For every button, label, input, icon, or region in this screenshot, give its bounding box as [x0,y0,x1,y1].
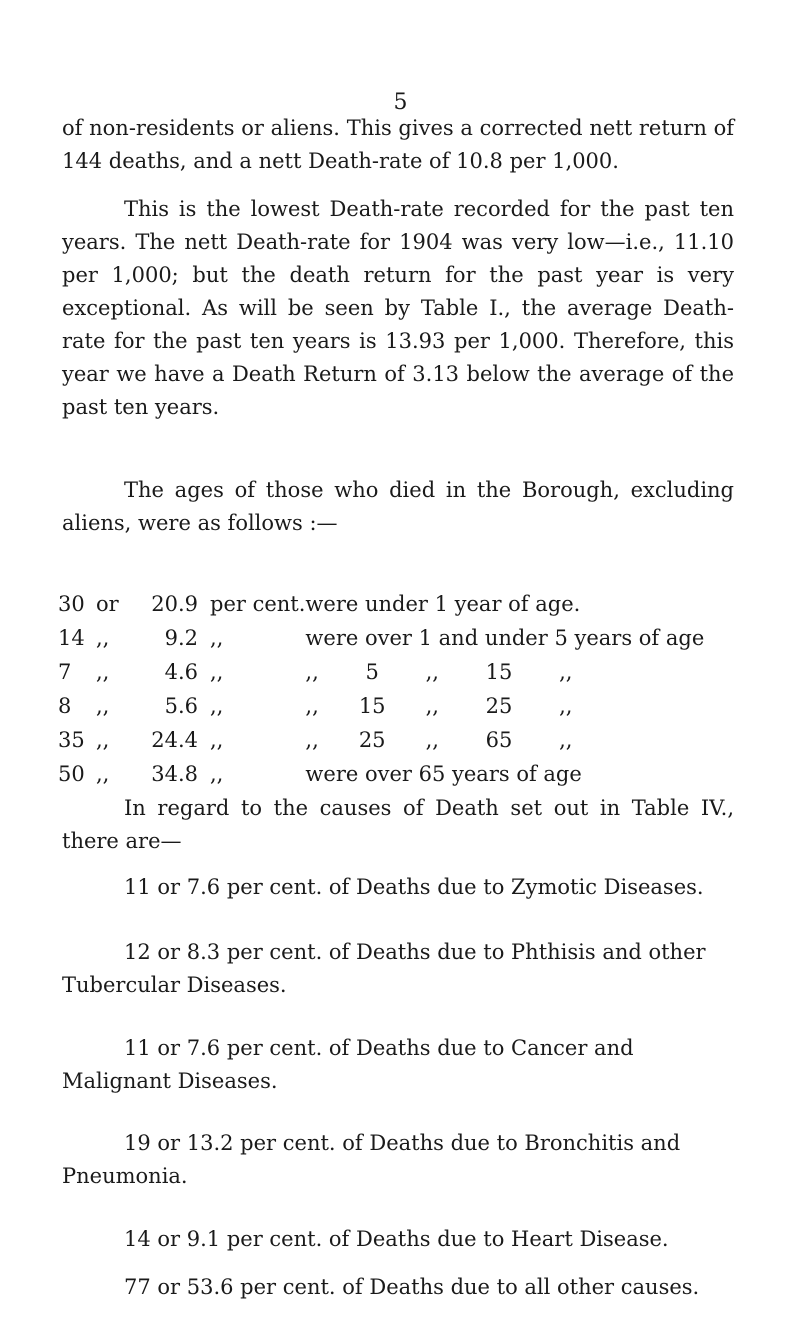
age-or: ,, [96,728,110,752]
age-or: ,, [96,694,110,718]
paragraph-ages-intro: The ages of those who died in the Borough, excluding aliens, were as follows :— [62,478,734,535]
age-unit: per cent. [210,592,306,616]
age-unit: ,, [210,762,224,786]
age-table-row [58,587,704,621]
age-count: 14 [58,626,85,650]
age-unit: ,, [210,660,224,684]
page-number: 5 [393,90,408,115]
age-percent: 34.8 [151,762,198,786]
age-unit: ,, [210,694,224,718]
age-count: 7 [58,660,72,684]
cause-other: 77 or 53.6 per cent. of Deaths due to all other causes. [124,1275,700,1299]
age-table [58,587,704,791]
age-unit: ,, [210,728,224,752]
cause-cancer: 11 or 7.6 per cent. of Deaths due to Cancer and Malignant Diseases. [62,1036,634,1093]
age-table-row [58,689,704,723]
age-table-row [58,621,704,655]
cause-heart-disease: 14 or 9.1 per cent. of Deaths due to Heart Disease. [124,1227,669,1251]
age-count: 30 [58,592,85,616]
cause-phthisis: 12 or 8.3 per cent. of Deaths due to Phthisis and other Tubercular Diseases. [62,940,706,997]
age-description: ,, 25 ,, 65 ,, [305,728,573,752]
cause-bronchitis: 19 or 13.2 per cent. of Deaths due to Bronchitis and Pneumonia. [62,1131,681,1188]
age-description: were under 1 year of age. [305,592,581,616]
age-description: ,, 15 ,, 25 ,, [305,694,573,718]
age-description: ,, 5 ,, 15 ,, [305,660,573,684]
age-or: ,, [96,762,110,786]
age-description: were over 1 and under 5 years of age [305,626,705,650]
paragraph-lowest-death-rate: This is the lowest Death-rate recorded for the past ten years. The nett Death-rate for 1904 was very low—i.e., 11.10 per 1,000; but the death return for the past year is very exceptional. As will be seen by Table I., the average Death-rate for the past ten years is 13.93 per 1,000. Therefore, this year we have a Death Return of 3.13 below the average of the past ten years. [62,197,734,419]
cause-zymotic: 11 or 7.6 per cent. of Deaths due to Zymotic Diseases. [124,875,704,899]
age-count: 35 [58,728,85,752]
age-count: 8 [58,694,72,718]
age-percent: 4.6 [164,660,198,684]
age-or: ,, [96,626,110,650]
age-table-row [58,757,704,791]
paragraph-causes-intro: In regard to the causes of Death set out in Table IV., there are— [62,796,734,853]
age-unit: ,, [210,626,224,650]
age-table-row [58,655,704,689]
age-description: were over 65 years of age [305,762,582,786]
age-or: or [96,592,119,616]
age-percent: 24.4 [151,728,198,752]
age-percent: 9.2 [164,626,198,650]
age-or: ,, [96,660,110,684]
age-percent: 5.6 [164,694,198,718]
age-table-row [58,723,704,757]
age-percent: 20.9 [151,592,198,616]
age-count: 50 [58,762,85,786]
paragraph-non-residents: of non-residents or aliens. This gives a corrected nett return of 144 deaths, and a nett Death-rate of 10.8 per 1,000. [62,116,734,173]
